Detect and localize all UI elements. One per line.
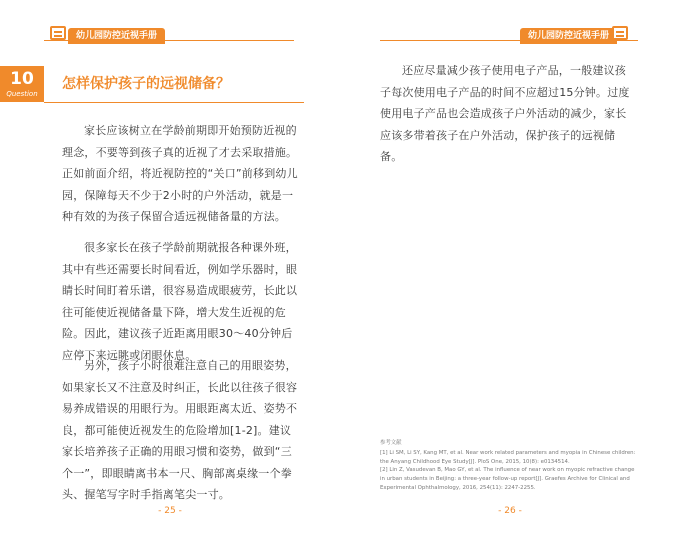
- references-title: 参考文献: [380, 440, 402, 446]
- page-number: - 26 -: [498, 506, 522, 516]
- paragraph: 很多家长在孩子学龄前期就报各种课外班，其中有些还需要长时间看近，例如学乐器时，眼睛长时间盯着乐谱，很容易造成眼疲劳，长此以往可能使近视储备量下降，增大发生近视的危险。因此，建议孩子近距离用眼30～40分钟后应停下来远眺或闭眼休息。: [62, 241, 298, 362]
- paragraph: 另外，孩子小时很难注意自己的用眼姿势，如果家长又不注意及时纠正，长此以往孩子很容易养成错误的用眼行为。用眼距离太近、姿势不良，都可能使近视发生的危险增加[1-2]。建议家长培养孩子正确的用眼习惯和姿势，做到“三个一”，即眼睛离书本一尺、胸部离桌缘一个拳头、握笔写字时手指离笔尖一寸。: [62, 359, 298, 501]
- page-number: - 25 -: [158, 506, 182, 516]
- title-rule: [44, 102, 304, 103]
- chapter-title: 怎样保护孩子的远视储备？: [62, 76, 230, 92]
- header-book-title: 幼儿园防控近视手册: [520, 28, 617, 44]
- header-book-title: 幼儿园防控近视手册: [68, 28, 165, 44]
- reference-item: [1] Li SM, Li SY, Kang MT, et al. Near work related parameters and myopia in Chinese children: the Anyang Childhood Eye Study[J]. PloS One, 2015, 10(8): e0134514.: [380, 449, 636, 465]
- references: [380, 439, 640, 493]
- paragraph: 还应尽量减少孩子使用电子产品，一般建议孩子每次使用电子产品的时间不应超过15分钟。过度使用电子产品也会造成孩子户外活动的减少，家长应该多带着孩子在户外活动，保护孩子的远视储备。: [380, 64, 630, 163]
- chapter-label: Question: [6, 90, 38, 98]
- chapter-number: 10: [10, 69, 34, 89]
- paragraph: 家长应该树立在学龄前期即开始预防近视的理念，不要等到孩子真的近视了才去采取措施。正如前面介绍，将近视防控的“关口”前移到幼儿园，保障每天不少于2小时的户外活动，就是一种有效的为孩子保留合适远视储备量的方法。: [62, 124, 298, 223]
- chapter-badge: [0, 66, 44, 102]
- reference-item: [2] Lin Z, Vasudevan B, Mao GY, et al. The influence of near work on myopic refractive change in urban students in Beijing: a three-year follow-up report[J]. Graefes Archive for Clinical and Experimental Ophthalmology, 2016, 254(11): 2247-2255.: [380, 467, 635, 491]
- book-icon: [50, 26, 66, 40]
- right-page: [340, 0, 680, 539]
- book-icon: [612, 26, 628, 40]
